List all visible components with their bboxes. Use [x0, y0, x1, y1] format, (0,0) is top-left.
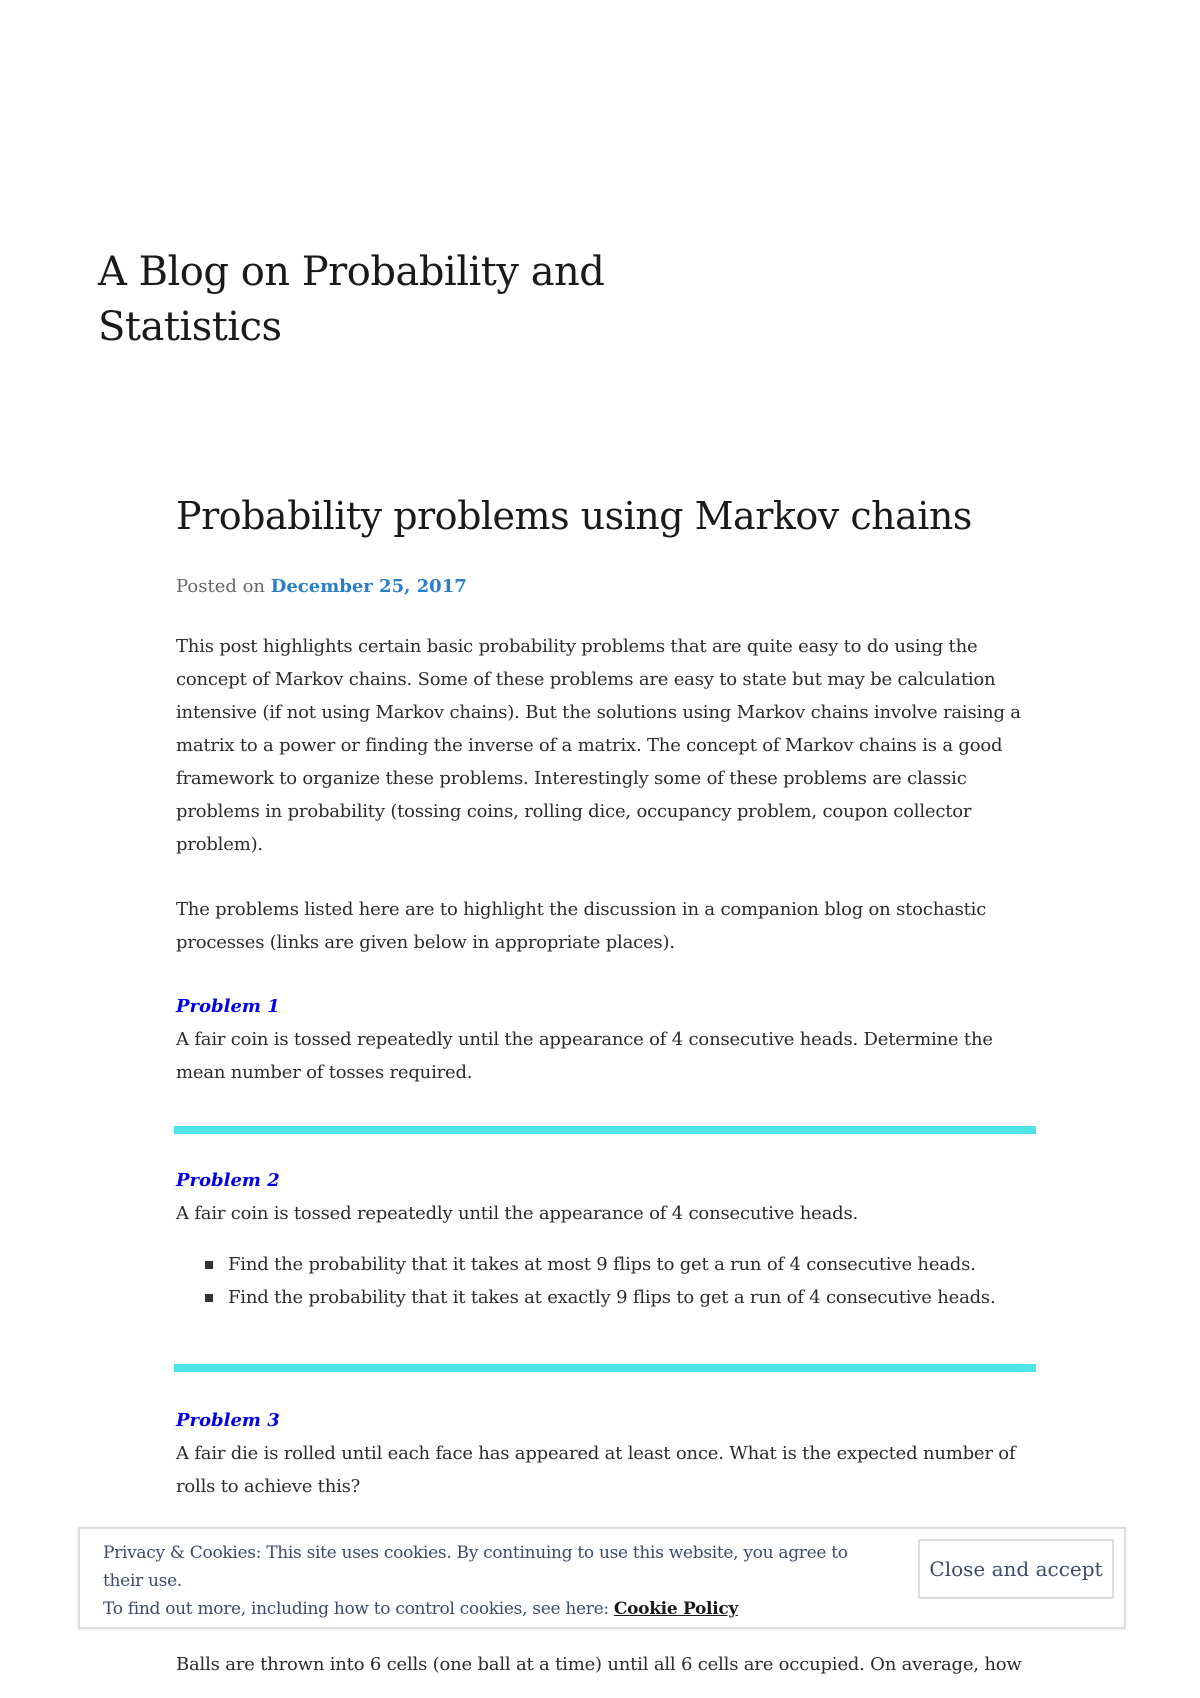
cookie-more-info-label: To find out more, including how to control cookies, see here: [103, 1599, 609, 1619]
cookie-banner [78, 1527, 1126, 1629]
list-item [228, 1248, 1036, 1281]
cookie-message [103, 1539, 863, 1623]
site-title[interactable]: A Blog on Probability and Statistics [98, 249, 605, 350]
problem-text: A fair die is rolled until each face has appeared at least once. What is the expected number of rolls to achieve this? [176, 1443, 1016, 1497]
problem-text: A fair coin is tossed repeatedly until the appearance of 4 consecutive heads. [176, 1203, 859, 1224]
partially-hidden-text: Balls are thrown into 6 cells (one ball at a time) until all 6 cells are occupied. On average, how [176, 1654, 1022, 1675]
cookie-message-line1: Privacy & Cookies: This site uses cookies. By continuing to use this website, you agree to their use. [103, 1543, 848, 1591]
close-and-accept-button[interactable]: Close and accept [918, 1539, 1114, 1599]
post-title[interactable]: Probability problems using Markov chains [176, 494, 972, 538]
list-item-text: Find the probability that it takes at most 9 flips to get a run of 4 consecutive heads. [228, 1254, 976, 1275]
problem-label: Problem 2 [176, 1170, 280, 1191]
posted-on-label: Posted on [176, 576, 266, 597]
problem-text: A fair coin is tossed repeatedly until the appearance of 4 consecutive heads. Determine the mean number of tosses required. [176, 1029, 993, 1083]
problem-1 [176, 990, 1036, 1089]
square-bullet-icon [205, 1261, 213, 1269]
intro-paragraph: This post highlights certain basic probability problems that are quite easy to do using the concept of Markov chains. Some of these problems are easy to state but may be calculation intensive (if not using Markov chains). But the solutions using Markov chains involve raising a matrix to a power or finding the inverse of a matrix. The concept of Markov chains is a good framework to organize these problems. Interestingly some of these problems are classic problems in probability (tossing coins, rolling dice, occupancy problem, coupon collector problem). [176, 636, 1021, 855]
problem-2 [176, 1164, 1036, 1314]
problem-label: Problem 3 [176, 1410, 280, 1431]
problem-label: Problem 1 [176, 996, 280, 1017]
section-divider [174, 1364, 1036, 1372]
list-item-text: Find the probability that it takes at exactly 9 flips to get a run of 4 consecutive heads. [228, 1287, 996, 1308]
post-meta [176, 574, 467, 600]
problem-bullet-list [176, 1248, 1036, 1314]
section-divider [174, 1126, 1036, 1134]
post-date-link[interactable]: December 25, 2017 [270, 576, 467, 597]
square-bullet-icon [205, 1294, 213, 1302]
list-item [228, 1281, 1036, 1314]
companion-paragraph: The problems listed here are to highlight the discussion in a companion blog on stochastic processes (links are given below in appropriate places). [176, 899, 987, 953]
cookie-policy-link[interactable]: Cookie Policy [613, 1599, 738, 1619]
problem-3 [176, 1404, 1036, 1503]
cookie-message-line2 [103, 1595, 863, 1623]
